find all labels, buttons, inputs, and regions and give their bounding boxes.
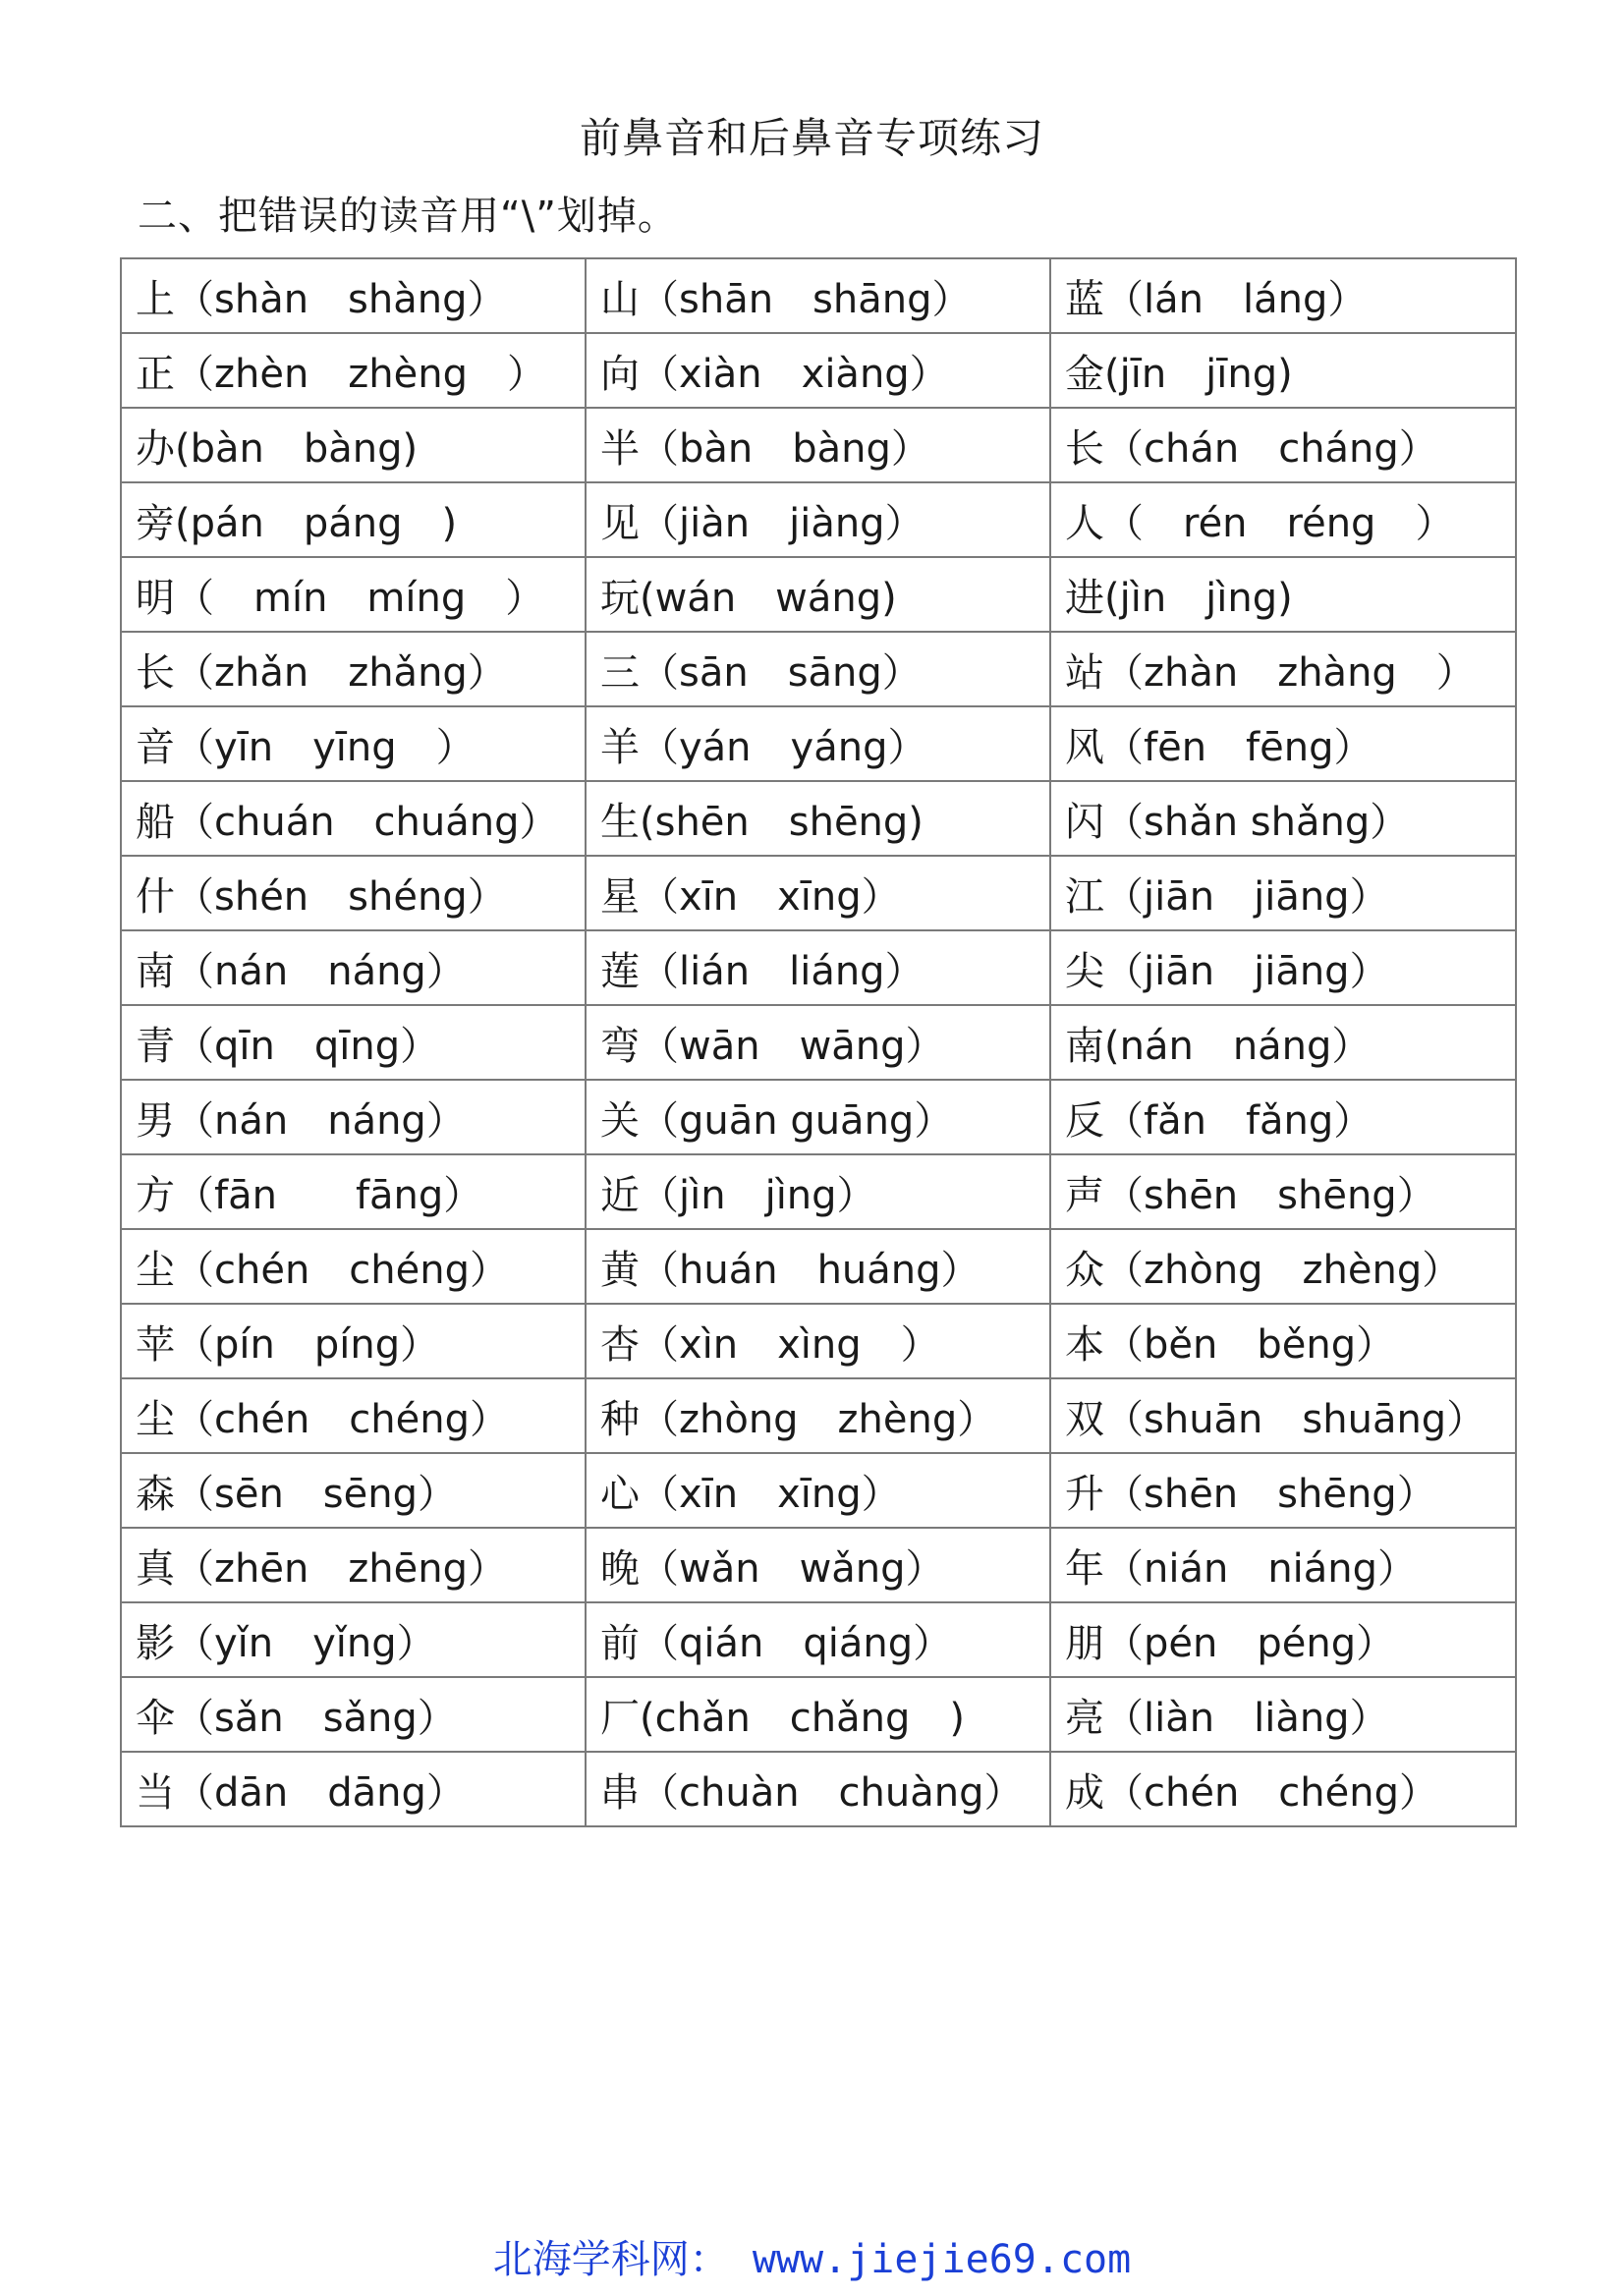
table-cell: 音（yīn yīng ） [121,706,586,781]
table-cell: 船（chuán chuáng） [121,781,586,856]
table-row [121,632,1516,706]
table-cell: 本（běn běng） [1050,1304,1516,1378]
table-cell: 当（dān dāng） [121,1752,586,1826]
table-cell: 厂(chǎn chǎng ) [586,1677,1050,1752]
table-row [121,1602,1516,1677]
table-cell: 山（shān shāng） [586,258,1050,333]
table-cell: 前（qián qiáng） [586,1602,1050,1677]
table-cell: 羊（yán yáng） [586,706,1050,781]
table-cell: 金(jīn jīng) [1050,333,1516,408]
table-cell: 明（ mín míng ） [121,557,586,632]
table-cell: 南(nán náng） [1050,1005,1516,1080]
table-cell: 心（xīn xīng） [586,1453,1050,1528]
table-cell: 近（jìn jìng） [586,1154,1050,1229]
table-cell: 三（sān sāng） [586,632,1050,706]
table-row [121,1304,1516,1378]
table-cell: 上（shàn shàng） [121,258,586,333]
table-row [121,706,1516,781]
table-cell: 什（shén shéng） [121,856,586,930]
table-cell: 朋（pén péng） [1050,1602,1516,1677]
table-cell: 升（shēn shēng） [1050,1453,1516,1528]
table-row [121,258,1516,333]
table-cell: 江（jiān jiāng） [1050,856,1516,930]
table-cell: 反（fǎn fǎng） [1050,1080,1516,1154]
table-cell: 长（chán cháng） [1050,408,1516,482]
table-cell: 办(bàn bàng) [121,408,586,482]
table-row [121,1677,1516,1752]
table-row [121,1528,1516,1602]
table-cell: 向（xiàn xiàng） [586,333,1050,408]
table-cell: 正（zhèn zhèng ） [121,333,586,408]
table-cell: 成（chén chéng） [1050,1752,1516,1826]
table-cell: 青（qīn qīng） [121,1005,586,1080]
table-cell: 苹（pín píng） [121,1304,586,1378]
table-row [121,333,1516,408]
table-cell: 进(jìn jìng) [1050,557,1516,632]
table-row [121,1752,1516,1826]
table-cell: 星（xīn xīng） [586,856,1050,930]
table-cell: 弯（wān wāng） [586,1005,1050,1080]
table-cell: 人（ rén réng ） [1050,482,1516,557]
table-row [121,1154,1516,1229]
table-row [121,1005,1516,1080]
table-cell: 长（zhǎn zhǎng） [121,632,586,706]
table-cell: 晚（wǎn wǎng） [586,1528,1050,1602]
table-cell: 关（guān guāng） [586,1080,1050,1154]
table-cell: 串（chuàn chuàng） [586,1752,1050,1826]
table-row [121,1229,1516,1304]
table-cell: 种（zhòng zhèng） [586,1378,1050,1453]
table-cell: 黄（huán huáng） [586,1229,1050,1304]
table-cell: 玩(wán wáng) [586,557,1050,632]
table-cell: 站（zhàn zhàng ） [1050,632,1516,706]
table-row [121,1378,1516,1453]
table-row [121,557,1516,632]
table-cell: 影（yǐn yǐng） [121,1602,586,1677]
table-row [121,856,1516,930]
table-row [121,482,1516,557]
site-watermark-footer: 北海学科网： www.jiejie69.com [492,2237,1132,2282]
table-cell: 尘（chén chéng） [121,1378,586,1453]
table-cell: 年（nián niáng） [1050,1528,1516,1602]
table-cell: 真（zhēn zhēng） [121,1528,586,1602]
table-cell: 旁(pán páng ) [121,482,586,557]
page-title: 前鼻音和后鼻音专项练习 [579,114,1044,162]
exercise-instruction: 二、把错误的读音用“\”划掉。 [138,194,678,239]
table-cell: 双（shuān shuāng） [1050,1378,1516,1453]
table-row [121,1453,1516,1528]
table-cell: 见（jiàn jiàng） [586,482,1050,557]
table-cell: 南（nán náng） [121,930,586,1005]
table-cell: 半（bàn bàng） [586,408,1050,482]
table-cell: 蓝（lán láng） [1050,258,1516,333]
table-cell: 方（fān fāng） [121,1154,586,1229]
table-cell: 声（shēn shēng） [1050,1154,1516,1229]
table-cell: 男（nán náng） [121,1080,586,1154]
table-cell: 亮（liàn liàng） [1050,1677,1516,1752]
table-row [121,1080,1516,1154]
table-row [121,930,1516,1005]
table-cell: 尘（chén chéng） [121,1229,586,1304]
table-cell: 伞（sǎn sǎng） [121,1677,586,1752]
table-cell: 闪（shǎn shǎng） [1050,781,1516,856]
table-cell: 风（fēn fēng） [1050,706,1516,781]
pinyin-exercise-table [120,257,1517,1827]
table-row [121,781,1516,856]
table-row [121,408,1516,482]
table-cell: 生(shēn shēng) [586,781,1050,856]
table-cell: 杏（xìn xìng ） [586,1304,1050,1378]
table-cell: 众（zhòng zhèng） [1050,1229,1516,1304]
table-cell: 莲（lián liáng） [586,930,1050,1005]
table-cell: 尖（jiān jiāng） [1050,930,1516,1005]
table-cell: 森（sēn sēng） [121,1453,586,1528]
